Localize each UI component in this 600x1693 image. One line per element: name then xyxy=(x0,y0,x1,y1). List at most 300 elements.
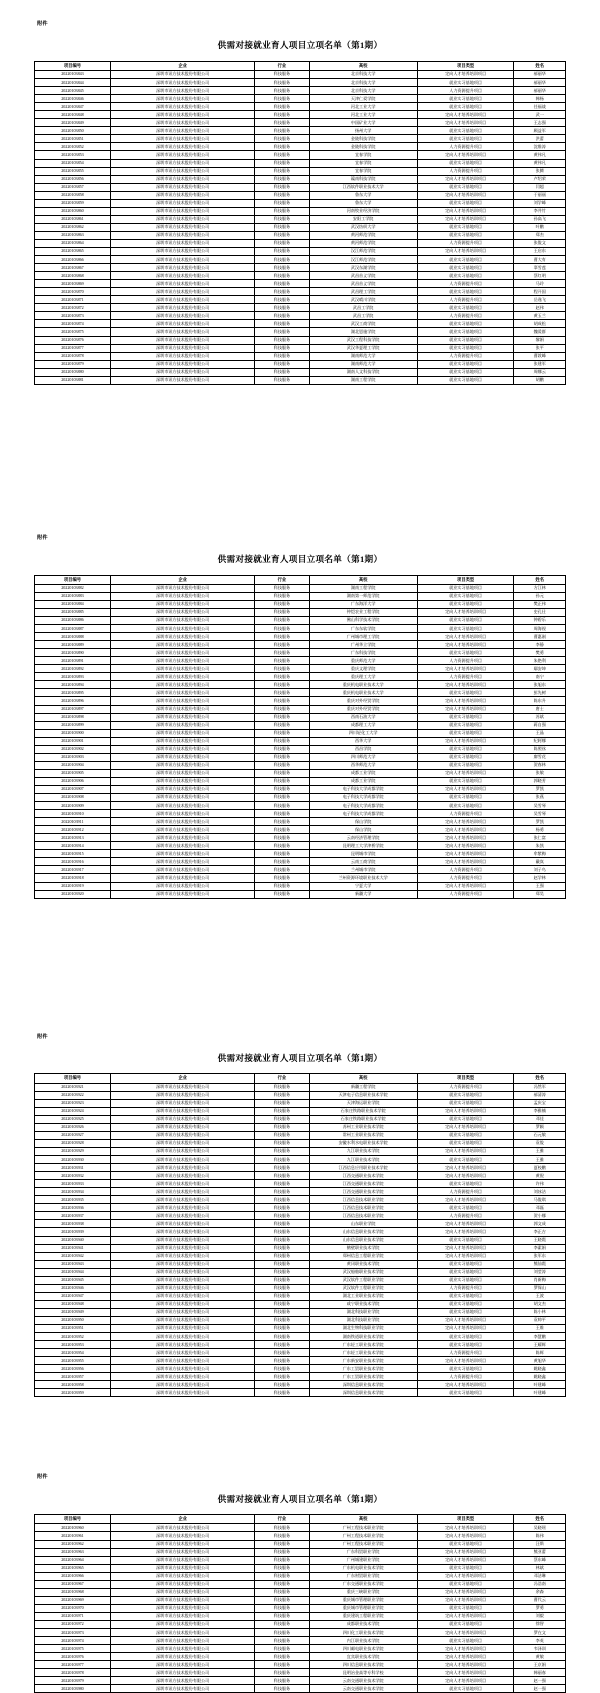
cell-university: 西昌学院 xyxy=(309,745,417,753)
cell-name: 叶鹏 xyxy=(514,223,566,231)
cell-industry: 科技服务 xyxy=(255,1139,309,1147)
cell-project-number: 20220103942 xyxy=(35,1252,111,1260)
attachment-label: 附件 xyxy=(37,534,48,541)
column-header-university: 高校 xyxy=(309,1515,417,1524)
cell-project-type: 就业实习基地项目 xyxy=(417,1091,514,1099)
cell-name: 蒋自强 xyxy=(514,721,566,729)
cell-university: 金陵科技学院 xyxy=(309,135,417,143)
cell-project-number: 20220103916 xyxy=(35,858,111,866)
table-row xyxy=(35,1556,566,1564)
table-row xyxy=(35,769,566,777)
cell-enterprise: 深圳市讯方技术股份有限公司 xyxy=(110,1220,254,1228)
cell-project-number: 20220103947 xyxy=(35,1292,111,1300)
cell-enterprise: 深圳市讯方技术股份有限公司 xyxy=(110,1653,254,1661)
project-table-page-2 xyxy=(34,575,566,899)
cell-name: 蔡红明 xyxy=(514,272,566,280)
column-header-industry: 行业 xyxy=(255,1515,309,1524)
cell-enterprise: 深圳市讯方技术股份有限公司 xyxy=(110,111,254,119)
cell-industry: 科技服务 xyxy=(255,1685,309,1693)
cell-industry: 科技服务 xyxy=(255,608,309,616)
table-row xyxy=(35,1115,566,1123)
cell-project-type: 定向人才培养培训项目 xyxy=(417,175,514,183)
table-row xyxy=(35,665,566,673)
cell-university: 北京科技大学 xyxy=(309,79,417,87)
cell-project-number: 20220103920 xyxy=(35,890,111,898)
cell-name: 曹代云 xyxy=(514,1596,566,1604)
cell-enterprise: 深圳市讯方技术股份有限公司 xyxy=(110,231,254,239)
cell-name: 王京娟 xyxy=(514,1661,566,1669)
table-row xyxy=(35,794,566,802)
cell-name: 郝清涛 xyxy=(514,1091,566,1099)
cell-enterprise: 深圳市讯方技术股份有限公司 xyxy=(110,1548,254,1556)
cell-industry: 科技服务 xyxy=(255,312,309,320)
cell-project-type: 就业实习基地项目 xyxy=(417,1180,514,1188)
cell-project-number: 20220103969 xyxy=(35,1596,111,1604)
cell-project-number: 20220103885 xyxy=(35,608,111,616)
cell-name: 刘冰洁 xyxy=(514,1188,566,1196)
column-header-project-number: 项目编号 xyxy=(35,1074,111,1083)
cell-name: 魏爱群 xyxy=(514,328,566,336)
cell-name: 曹惠刚 xyxy=(514,633,566,641)
cell-project-number: 20220103906 xyxy=(35,777,111,785)
cell-university: 湖北科技职业学院 xyxy=(309,1308,417,1316)
cell-project-number: 20220103849 xyxy=(35,119,111,127)
table-row xyxy=(35,127,566,135)
cell-project-number: 20220103974 xyxy=(35,1637,111,1645)
cell-name: 方江林 xyxy=(514,584,566,592)
cell-name: 李慧鹏 xyxy=(514,1333,566,1341)
cell-name: 戴岚 xyxy=(514,858,566,866)
cell-enterprise: 深圳市讯方技术股份有限公司 xyxy=(110,769,254,777)
cell-university: 宜春学院 xyxy=(309,167,417,175)
cell-name: 冯然军 xyxy=(514,1083,566,1091)
cell-industry: 科技服务 xyxy=(255,1284,309,1292)
cell-enterprise: 深圳市讯方技术股份有限公司 xyxy=(110,1131,254,1139)
cell-enterprise: 深圳市讯方技术股份有限公司 xyxy=(110,143,254,151)
cell-project-type: 就业实习基地项目 xyxy=(417,1620,514,1628)
cell-university: 深圳信息职业技术学院 xyxy=(309,1381,417,1389)
cell-enterprise: 深圳市讯方技术股份有限公司 xyxy=(110,1180,254,1188)
cell-name: 王雅 xyxy=(514,1147,566,1155)
cell-university: 金陵科技学院 xyxy=(309,143,417,151)
cell-university: 电子科技大学成都学院 xyxy=(309,785,417,793)
cell-project-number: 20220103927 xyxy=(35,1131,111,1139)
cell-enterprise: 深圳市讯方技术股份有限公司 xyxy=(110,1620,254,1628)
cell-name: 黄伟凡 xyxy=(514,151,566,159)
column-header-university: 高校 xyxy=(309,1074,417,1083)
cell-industry: 科技服务 xyxy=(255,167,309,175)
cell-project-number: 20220103970 xyxy=(35,1604,111,1612)
table-row xyxy=(35,1316,566,1324)
table-row xyxy=(35,1685,566,1693)
cell-university: 西华大学 xyxy=(309,737,417,745)
cell-name: 樊勇 xyxy=(514,649,566,657)
cell-industry: 科技服务 xyxy=(255,336,309,344)
cell-enterprise: 深圳市讯方技术股份有限公司 xyxy=(110,890,254,898)
table-row xyxy=(35,215,566,223)
cell-project-type: 人力资源提升项目 xyxy=(417,1349,514,1357)
cell-enterprise: 深圳市讯方技术股份有限公司 xyxy=(110,858,254,866)
cell-project-number: 20220103899 xyxy=(35,721,111,729)
cell-enterprise: 深圳市讯方技术股份有限公司 xyxy=(110,1164,254,1172)
cell-industry: 科技服务 xyxy=(255,584,309,592)
cell-enterprise: 深圳市讯方技术股份有限公司 xyxy=(110,681,254,689)
cell-industry: 科技服务 xyxy=(255,296,309,304)
cell-name: 郑昊 xyxy=(514,890,566,898)
cell-project-number: 20220103876 xyxy=(35,336,111,344)
cell-industry: 科技服务 xyxy=(255,1316,309,1324)
cell-enterprise: 深圳市讯方技术股份有限公司 xyxy=(110,1341,254,1349)
cell-industry: 科技服务 xyxy=(255,665,309,673)
cell-name: 刘毅 xyxy=(514,1612,566,1620)
table-row xyxy=(35,1260,566,1268)
cell-project-number: 20220103979 xyxy=(35,1677,111,1685)
cell-name: 王晶 xyxy=(514,729,566,737)
cell-name: 邓磊 xyxy=(514,1204,566,1212)
table-row xyxy=(35,70,566,78)
cell-project-type: 定向人才培养培训项目 xyxy=(417,1612,514,1620)
cell-university: 鹤壁职业技术学院 xyxy=(309,1244,417,1252)
cell-industry: 科技服务 xyxy=(255,320,309,328)
cell-university: 广东科贸职业学院 xyxy=(309,1548,417,1556)
cell-project-number: 20220103938 xyxy=(35,1220,111,1228)
cell-project-type: 就业实习基地项目 xyxy=(417,320,514,328)
cell-industry: 科技服务 xyxy=(255,673,309,681)
cell-industry: 科技服务 xyxy=(255,1357,309,1365)
cell-industry: 科技服务 xyxy=(255,697,309,705)
table-row xyxy=(35,1620,566,1628)
cell-industry: 科技服务 xyxy=(255,1341,309,1349)
cell-project-type: 定向人才培养培训项目 xyxy=(417,641,514,649)
cell-project-type: 人力资源提升项目 xyxy=(417,1212,514,1220)
cell-name: 黄玉兰 xyxy=(514,312,566,320)
cell-name: 黄伟凡 xyxy=(514,159,566,167)
cell-name: 罗保山 xyxy=(514,1284,566,1292)
cell-project-type: 定向人才培养培训项目 xyxy=(417,1556,514,1564)
cell-university: 电子科技大学成都学院 xyxy=(309,802,417,810)
cell-enterprise: 深圳市讯方技术股份有限公司 xyxy=(110,1524,254,1532)
cell-project-type: 就业实习基地项目 xyxy=(417,1685,514,1693)
cell-name: 王启东 xyxy=(514,248,566,256)
cell-project-type: 就业实习基地项目 xyxy=(417,376,514,384)
cell-university: 四川信息职业技术学院 xyxy=(309,1661,417,1669)
cell-enterprise: 深圳市讯方技术股份有限公司 xyxy=(110,737,254,745)
cell-project-number: 20220103888 xyxy=(35,633,111,641)
cell-name: 郝丽华 xyxy=(514,87,566,95)
cell-name: 周娜云 xyxy=(514,368,566,376)
cell-name: 胡鹏 xyxy=(514,376,566,384)
page-title: 供需对接就业育人项目立项名单（第1期） xyxy=(217,40,383,51)
cell-project-number: 20220103950 xyxy=(35,1316,111,1324)
cell-industry: 科技服务 xyxy=(255,592,309,600)
cell-enterprise: 深圳市讯方技术股份有限公司 xyxy=(110,1389,254,1397)
cell-project-number: 20220103880 xyxy=(35,368,111,376)
cell-enterprise: 深圳市讯方技术股份有限公司 xyxy=(110,1099,254,1107)
cell-university: 电子科技大学成都学院 xyxy=(309,810,417,818)
cell-project-type: 就业实习基地项目 xyxy=(417,745,514,753)
cell-name: 程开国 xyxy=(514,288,566,296)
table-row xyxy=(35,834,566,842)
cell-enterprise: 深圳市讯方技术股份有限公司 xyxy=(110,1083,254,1091)
cell-industry: 科技服务 xyxy=(255,1228,309,1236)
cell-project-type: 定向人才培养培训项目 xyxy=(417,1228,514,1236)
cell-project-number: 20220103953 xyxy=(35,1341,111,1349)
cell-university: 河北工业大学 xyxy=(309,103,417,111)
document-page-2 xyxy=(0,480,600,899)
cell-project-number: 20220103928 xyxy=(35,1139,111,1147)
cell-university: 武汉工程科技学院 xyxy=(309,336,417,344)
cell-name: 马玲 xyxy=(514,280,566,288)
cell-industry: 科技服务 xyxy=(255,882,309,890)
column-header-enterprise: 企业 xyxy=(110,1515,254,1524)
table-row xyxy=(35,1156,566,1164)
cell-enterprise: 深圳市讯方技术股份有限公司 xyxy=(110,1572,254,1580)
cell-name: 牟紫梅 xyxy=(514,850,566,858)
cell-university: 安徽水利水电职业技术学院 xyxy=(309,1139,417,1147)
cell-project-type: 定向人才培养培训项目 xyxy=(417,1123,514,1131)
cell-project-type: 就业实习基地项目 xyxy=(417,625,514,633)
cell-industry: 科技服务 xyxy=(255,721,309,729)
cell-industry: 科技服务 xyxy=(255,1524,309,1532)
cell-project-type: 人力资源提升项目 xyxy=(417,1188,514,1196)
cell-enterprise: 深圳市讯方技术股份有限公司 xyxy=(110,633,254,641)
cell-university: 新疆工程学院 xyxy=(309,1083,417,1091)
cell-enterprise: 深圳市讯方技术股份有限公司 xyxy=(110,1677,254,1685)
cell-industry: 科技服务 xyxy=(255,866,309,874)
table-row xyxy=(35,850,566,858)
cell-name: 肖新梅 xyxy=(514,1276,566,1284)
cell-industry: 科技服务 xyxy=(255,304,309,312)
cell-enterprise: 深圳市讯方技术股份有限公司 xyxy=(110,191,254,199)
table-row xyxy=(35,1333,566,1341)
cell-enterprise: 深圳市讯方技术股份有限公司 xyxy=(110,1268,254,1276)
cell-project-type: 定向人才培养培训项目 xyxy=(417,1220,514,1228)
cell-project-type: 就业实习基地项目 xyxy=(417,1139,514,1147)
table-row xyxy=(35,1564,566,1572)
cell-industry: 科技服务 xyxy=(255,223,309,231)
table-row xyxy=(35,1669,566,1677)
cell-enterprise: 深圳市讯方技术股份有限公司 xyxy=(110,1115,254,1123)
table-header-row xyxy=(35,1074,566,1083)
cell-project-type: 就业实习基地项目 xyxy=(417,689,514,697)
cell-name: 张仁富 xyxy=(514,834,566,842)
table-row xyxy=(35,119,566,127)
cell-project-number: 20220103919 xyxy=(35,882,111,890)
cell-project-number: 20220103965 xyxy=(35,1564,111,1572)
table-row xyxy=(35,729,566,737)
cell-project-type: 定向人才培养培训项目 xyxy=(417,215,514,223)
cell-university: 山东信息职业技术学院 xyxy=(309,1236,417,1244)
cell-industry: 科技服务 xyxy=(255,1196,309,1204)
cell-name: 袁俊 xyxy=(514,1139,566,1147)
cell-enterprise: 深圳市讯方技术股份有限公司 xyxy=(110,600,254,608)
cell-enterprise: 深圳市讯方技术股份有限公司 xyxy=(110,87,254,95)
cell-enterprise: 深圳市讯方技术股份有限公司 xyxy=(110,1373,254,1381)
cell-industry: 科技服务 xyxy=(255,1180,309,1188)
cell-name: 王志强 xyxy=(514,119,566,127)
cell-project-number: 20220103980 xyxy=(35,1685,111,1693)
cell-university: 成都职业技术学院 xyxy=(309,1620,417,1628)
cell-name: 李井竹 xyxy=(514,207,566,215)
cell-name: 王晓霞 xyxy=(514,1236,566,1244)
table-row xyxy=(35,761,566,769)
cell-project-type: 定向人才培养培训项目 xyxy=(417,882,514,890)
cell-project-number: 20220103962 xyxy=(35,1540,111,1548)
cell-project-type: 人力资源提升项目 xyxy=(417,866,514,874)
cell-industry: 科技服务 xyxy=(255,360,309,368)
cell-industry: 科技服务 xyxy=(255,616,309,624)
cell-enterprise: 深圳市讯方技术股份有限公司 xyxy=(110,625,254,633)
cell-university: 保山学院 xyxy=(309,826,417,834)
cell-enterprise: 深圳市讯方技术股份有限公司 xyxy=(110,1564,254,1572)
cell-university: 湖北科技职业学院 xyxy=(309,1316,417,1324)
cell-project-number: 20220103966 xyxy=(35,1572,111,1580)
cell-university: 新疆大学 xyxy=(309,890,417,898)
cell-industry: 科技服务 xyxy=(255,1556,309,1564)
cell-enterprise: 深圳市讯方技术股份有限公司 xyxy=(110,1123,254,1131)
cell-project-number: 20220103847 xyxy=(35,103,111,111)
cell-enterprise: 深圳市讯方技术股份有限公司 xyxy=(110,810,254,818)
cell-university: 黄冈职业技术学院 xyxy=(309,1260,417,1268)
cell-name: 彭先树 xyxy=(514,689,566,697)
cell-project-number: 20220103896 xyxy=(35,697,111,705)
cell-university: 广东交通职业技术学院 xyxy=(309,1580,417,1588)
cell-industry: 科技服务 xyxy=(255,1276,309,1284)
cell-industry: 科技服务 xyxy=(255,352,309,360)
cell-enterprise: 深圳市讯方技术股份有限公司 xyxy=(110,248,254,256)
cell-industry: 科技服务 xyxy=(255,1099,309,1107)
cell-project-number: 20220103877 xyxy=(35,344,111,352)
table-row xyxy=(35,608,566,616)
cell-enterprise: 深圳市讯方技术股份有限公司 xyxy=(110,151,254,159)
cell-name: 黄倪 xyxy=(514,1172,566,1180)
cell-university: 云南交通职业技术学院 xyxy=(309,1685,417,1693)
cell-university: 武汉华夏理工学院 xyxy=(309,344,417,352)
cell-university: 湖南第一师范学院 xyxy=(309,592,417,600)
cell-project-number: 20220103887 xyxy=(35,625,111,633)
cell-industry: 科技服务 xyxy=(255,1147,309,1155)
cell-project-type: 定向人才培养培训项目 xyxy=(417,705,514,713)
table-row xyxy=(35,1596,566,1604)
cell-industry: 科技服务 xyxy=(255,1204,309,1212)
cell-university: 武汉船舶职业技术学院 xyxy=(309,1268,417,1276)
cell-project-type: 就业实习基地项目 xyxy=(417,79,514,87)
cell-university: 石家庄铁路职业技术学院 xyxy=(309,1107,417,1115)
cell-project-type: 就业实习基地项目 xyxy=(417,223,514,231)
cell-project-number: 20220103936 xyxy=(35,1204,111,1212)
cell-university: 天津仁爱学院 xyxy=(309,95,417,103)
cell-university: 山东信息职业技术学院 xyxy=(309,1228,417,1236)
table-row xyxy=(35,641,566,649)
document-page-1 xyxy=(0,0,600,385)
table-row xyxy=(35,191,566,199)
table-row xyxy=(35,1123,566,1131)
cell-name: 南宁 xyxy=(514,673,566,681)
cell-name: 王波 xyxy=(514,1292,566,1300)
cell-name: 贺春林 xyxy=(514,761,566,769)
table-row xyxy=(35,288,566,296)
table-row xyxy=(35,183,566,191)
cell-enterprise: 深圳市讯方技术股份有限公司 xyxy=(110,1540,254,1548)
cell-project-type: 定向人才培养培训项目 xyxy=(417,1532,514,1540)
column-header-project-number: 项目编号 xyxy=(35,575,111,584)
cell-industry: 科技服务 xyxy=(255,802,309,810)
cell-industry: 科技服务 xyxy=(255,175,309,183)
cell-industry: 科技服务 xyxy=(255,1677,309,1685)
cell-industry: 科技服务 xyxy=(255,328,309,336)
cell-project-number: 20220103943 xyxy=(35,1260,111,1268)
table-row xyxy=(35,199,566,207)
cell-project-type: 定向人才培养培训项目 xyxy=(417,697,514,705)
table-row xyxy=(35,1220,566,1228)
cell-university: 湖南铁道职业技术学院 xyxy=(309,1333,417,1341)
cell-name: 陈照丝 xyxy=(514,745,566,753)
table-row xyxy=(35,1349,566,1357)
column-header-university: 高校 xyxy=(309,61,417,70)
cell-university: 西华师范大学 xyxy=(309,761,417,769)
cell-industry: 科技服务 xyxy=(255,810,309,818)
cell-project-type: 就业实习基地项目 xyxy=(417,127,514,135)
table-row xyxy=(35,882,566,890)
cell-name: 吴雪琴 xyxy=(514,810,566,818)
table-row xyxy=(35,1099,566,1107)
cell-university: 武汉东湖学院 xyxy=(309,264,417,272)
table-row xyxy=(35,79,566,87)
table-row xyxy=(35,1196,566,1204)
cell-name: 陈小林 xyxy=(514,1308,566,1316)
table-row xyxy=(35,633,566,641)
cell-university: 江西信息技术职业学院 xyxy=(309,1196,417,1204)
cell-name: 刘莹涛 xyxy=(514,1268,566,1276)
cell-project-type: 就业实习基地项目 xyxy=(417,1156,514,1164)
cell-industry: 科技服务 xyxy=(255,1349,309,1357)
cell-name: 胡文杰 xyxy=(514,1300,566,1308)
cell-name: 唐士 xyxy=(514,705,566,713)
cell-enterprise: 深圳市讯方技术股份有限公司 xyxy=(110,199,254,207)
cell-university: 江西交通职业技术学院 xyxy=(309,1172,417,1180)
cell-project-type: 就业实习基地项目 xyxy=(417,1260,514,1268)
cell-name: 朱凯 xyxy=(514,842,566,850)
cell-project-number: 20220103843 xyxy=(35,70,111,78)
cell-enterprise: 深圳市讯方技术股份有限公司 xyxy=(110,753,254,761)
cell-name: 孟庆宝 xyxy=(514,1099,566,1107)
cell-enterprise: 深圳市讯方技术股份有限公司 xyxy=(110,705,254,713)
cell-industry: 科技服务 xyxy=(255,1212,309,1220)
cell-university: 郑州信息工程职业学院 xyxy=(309,1252,417,1260)
table-row xyxy=(35,1653,566,1661)
cell-project-type: 就业实习基地项目 xyxy=(417,1604,514,1612)
cell-university: 广东东软学院 xyxy=(309,625,417,633)
cell-university: 武昌工学院 xyxy=(309,312,417,320)
cell-project-number: 20220103903 xyxy=(35,753,111,761)
cell-enterprise: 深圳市讯方技术股份有限公司 xyxy=(110,1139,254,1147)
table-row xyxy=(35,810,566,818)
cell-project-type: 就业实习基地项目 xyxy=(417,729,514,737)
cell-project-type: 就业实习基地项目 xyxy=(417,1333,514,1341)
cell-enterprise: 深圳市讯方技术股份有限公司 xyxy=(110,296,254,304)
cell-project-type: 定向人才培养培训项目 xyxy=(417,1548,514,1556)
cell-project-number: 20220103848 xyxy=(35,111,111,119)
table-row xyxy=(35,239,566,247)
cell-enterprise: 深圳市讯方技术股份有限公司 xyxy=(110,1637,254,1645)
table-row xyxy=(35,1308,566,1316)
cell-project-type: 就业实习基地项目 xyxy=(417,1580,514,1588)
cell-university: 湖南师范大学 xyxy=(309,352,417,360)
cell-project-type: 就业实习基地项目 xyxy=(417,761,514,769)
cell-name: 姚晓鑫 xyxy=(514,1373,566,1381)
cell-industry: 科技服务 xyxy=(255,1612,309,1620)
cell-industry: 科技服务 xyxy=(255,1532,309,1540)
